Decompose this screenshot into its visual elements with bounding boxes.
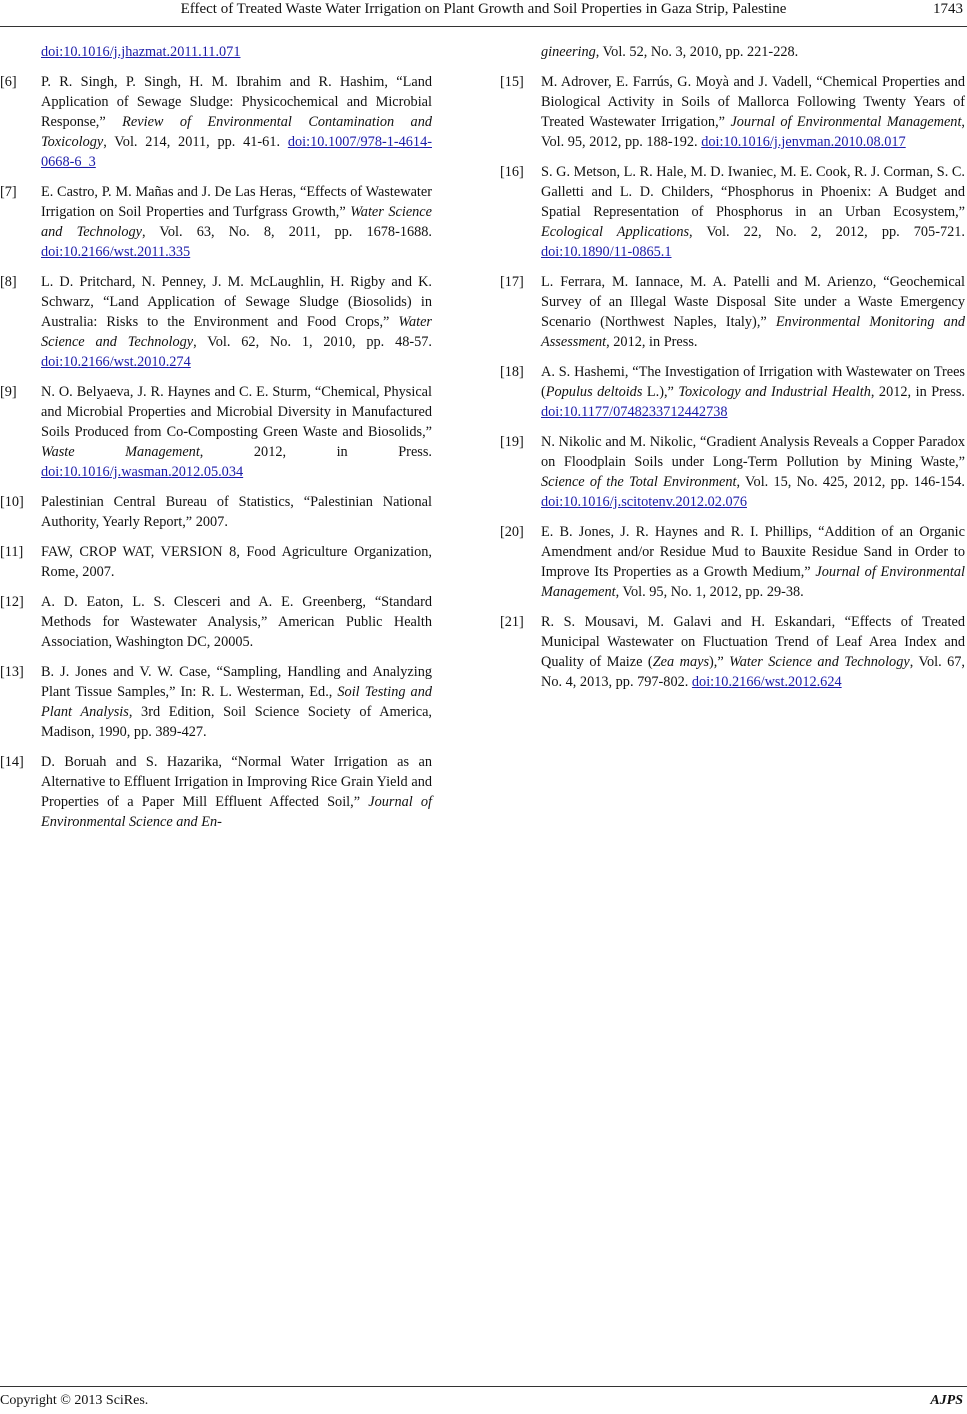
reference-authors-title: A. S. Hashemi, “The Investigation of Irrigation with Wastewater on Trees ( xyxy=(541,364,965,400)
reference-number: [13] xyxy=(0,664,24,680)
reference-venue: Journal of Environmental Science and En- xyxy=(41,794,432,830)
reference-text xyxy=(541,522,965,602)
doi-link[interactable]: doi:10.2166/wst.2012.624 xyxy=(691,674,842,690)
reference-text xyxy=(541,432,965,512)
reference-text xyxy=(541,272,965,352)
reference-venue: Journal of Environmental Management xyxy=(541,564,966,600)
reference-number: [15] xyxy=(500,74,524,90)
reference-details: , Vol. 15, No. 425, 2012, pp. 146-154. xyxy=(736,474,965,490)
reference-number: [8] xyxy=(0,274,17,290)
doi-link[interactable]: doi:10.1890/11-0865.1 xyxy=(541,244,672,260)
reference-venue: Water Science and Technology xyxy=(41,314,432,350)
reference-details: , 2012, in Press. xyxy=(870,384,965,400)
reference-authors-title: S. G. Metson, L. R. Hale, M. D. Iwaniec, M. E. Cook, R. J. Corman, S. C. Galletti and L. D. Childers, “Phosphorus in Phoenix: A Budget and Spatial Representation of Phosphorus in an Urban Ecosystem,” xyxy=(541,164,965,220)
running-header xyxy=(0,0,967,27)
reference-number: [16] xyxy=(500,164,524,180)
reference-item xyxy=(0,752,432,832)
reference-authors-title: N. O. Belyaeva, J. R. Haynes and C. E. Sturm, “Chemical, Physical and Microbial Properties and Microbial Diversity in Manufactured Soils Produced from Co-Composting Green Waste and Biosolids,” xyxy=(41,384,432,440)
continuation-doi-line xyxy=(0,42,432,62)
doi-link[interactable]: doi:10.1016/j.wasman.2012.05.034 xyxy=(41,464,244,480)
reference-authors-title: L. Ferrara, M. Iannace, M. A. Patelli and M. Arienzo, “Geochemical Survey of an Illegal Waste Disposal Site under a Waste Emergency Scenario (Northwest Naples, Italy),” xyxy=(541,274,965,330)
reference-item xyxy=(0,492,432,532)
running-title: Effect of Treated Waste Water Irrigation on Plant Growth and Soil Properties in Gaza Strip, Palestine xyxy=(180,1,787,17)
reference-venue: Ecological Applications xyxy=(541,224,690,240)
reference-number: [6] xyxy=(0,74,17,90)
reference-number: [11] xyxy=(0,544,24,560)
reference-authors-title: E. B. Jones, J. R. Haynes and R. I. Phillips, “Addition of an Organic Amendment and/or Residue Mud to Bauxite Residue Sand in Order to Improve Its Properties as a Growth Medium,” xyxy=(541,524,965,580)
reference-details: , Vol. 95, 2012, pp. 188-192. xyxy=(541,114,965,150)
reference-number: [9] xyxy=(0,384,17,400)
reference-text xyxy=(41,492,432,532)
reference-item xyxy=(0,592,432,652)
reference-authors-title: D. Boruah and S. Hazarika, “Normal Water Irrigation as an Alternative to Effluent Irrigation in Improving Rice Grain Yield and Properties of a Paper Mill Effluent Affected Soil,” xyxy=(41,754,432,810)
reference-authors-title: E. Castro, P. M. Mañas and J. De Las Heras, “Effects of Wastewater Irrigation on Soil Properties and Turfgrass Growth,” xyxy=(41,184,432,220)
reference-authors-title: P. R. Singh, P. Singh, H. M. Ibrahim and R. Hashim, “Land Application of Sewage Sludge: Physicochemical and Microbial Response,” xyxy=(41,74,432,130)
reference-venue: Review of Environmental Contamination and Toxicology xyxy=(41,114,433,150)
reference-venue: Zea mays xyxy=(652,654,710,670)
reference-item xyxy=(500,272,965,352)
reference-item xyxy=(500,162,965,262)
reference-details: ),” xyxy=(709,654,730,670)
journal-abbrev: AJPS xyxy=(930,1393,963,1408)
reference-item xyxy=(0,72,432,172)
reference-item xyxy=(0,542,432,582)
reference-authors-title: Palestinian Central Bureau of Statistics, “Palestinian National Authority, Yearly Report,” 2007. xyxy=(41,494,432,530)
copyright-notice: Copyright © 2013 SciRes. xyxy=(0,1393,149,1408)
reference-number: [21] xyxy=(500,614,524,630)
doi-link[interactable]: doi:10.2166/wst.2011.335 xyxy=(41,244,191,260)
reference-text xyxy=(541,612,965,692)
reference-number: [17] xyxy=(500,274,524,290)
reference-item xyxy=(500,432,965,512)
reference-number: [18] xyxy=(500,364,524,380)
reference-details: , Vol. 214, 2011, pp. 41-61. xyxy=(103,134,288,150)
reference-text xyxy=(41,182,432,262)
reference-details: L.),” xyxy=(642,384,679,400)
right-reference-list xyxy=(500,72,965,692)
reference-venue: Environmental Monitoring and Assessment xyxy=(541,314,966,350)
reference-details: , Vol. 52, No. 3, 2010, pp. 221-228. xyxy=(595,44,799,60)
reference-venue: Water Science and Technology xyxy=(41,204,432,240)
page-number: 1743 xyxy=(933,1,963,17)
page-footer xyxy=(0,1386,967,1413)
reference-item xyxy=(500,612,965,692)
reference-venue: Populus deltoids xyxy=(545,384,643,400)
reference-details: , Vol. 63, No. 8, 2011, pp. 1678-1688. xyxy=(141,224,432,240)
reference-item xyxy=(0,382,432,482)
reference-venue: Water Science and Technology xyxy=(729,654,910,670)
reference-details: , 2012, in Press. xyxy=(199,444,432,460)
doi-link[interactable]: doi:10.1177/0748233712442738 xyxy=(541,404,728,420)
reference-text xyxy=(541,362,965,422)
reference-text xyxy=(41,272,432,372)
reference-item xyxy=(500,522,965,602)
reference-item xyxy=(0,272,432,372)
reference-details: , 3rd Edition, Soil Science Society of America, Madison, 1990, pp. 389-427. xyxy=(41,704,432,740)
reference-authors-title: B. J. Jones and V. W. Case, “Sampling, Handling and Analyzing Plant Tissue Samples,” In: R. L. Westerman, Ed., xyxy=(41,664,432,700)
reference-text xyxy=(541,162,965,262)
doi-link[interactable]: doi:10.1016/j.scitotenv.2012.02.076 xyxy=(541,494,747,510)
reference-venue: Soil Testing and Plant Analysis xyxy=(41,684,433,720)
reference-text xyxy=(541,72,965,152)
left-column xyxy=(0,42,432,842)
continuation-line xyxy=(500,42,965,62)
reference-authors-title: N. Nikolic and M. Nikolic, “Gradient Analysis Reveals a Copper Paradox on Floodplain Soils under Long-Term Pollution by Mining Waste,” xyxy=(541,434,965,470)
reference-text xyxy=(41,662,432,742)
reference-venue: Waste Management xyxy=(41,444,200,460)
reference-number: [12] xyxy=(0,594,24,610)
doi-link[interactable]: doi:10.2166/wst.2010.274 xyxy=(41,354,191,370)
reference-item xyxy=(500,72,965,152)
reference-item xyxy=(0,662,432,742)
reference-text xyxy=(41,542,432,582)
reference-number: [20] xyxy=(500,524,524,540)
reference-number: [14] xyxy=(0,754,24,770)
reference-venue: Science of the Total Environment xyxy=(541,474,737,490)
reference-item xyxy=(0,182,432,262)
reference-authors-title: L. D. Pritchard, N. Penney, J. M. McLaughlin, H. Rigby and K. Schwarz, “Land Application of Sewage Sludge (Biosolids) in Australia: Risks to the Environment and Food Crops,” xyxy=(41,274,432,330)
reference-authors-title: R. S. Mousavi, M. Galavi and H. Eskandari, “Effects of Treated Municipal Wastewater on Fluctuation Trend of Leaf Area Index and Quality of Maize ( xyxy=(541,614,965,670)
right-column xyxy=(500,42,965,702)
left-reference-list xyxy=(0,72,432,832)
reference-text xyxy=(41,752,432,832)
reference-number: [7] xyxy=(0,184,17,200)
reference-text xyxy=(41,592,432,652)
reference-details: , 2012, in Press. xyxy=(606,334,698,350)
doi-link[interactable]: doi:10.1007/978-1-4614-0668-6_3 xyxy=(41,134,432,170)
reference-details: , Vol. 22, No. 2, 2012, pp. 705-721. xyxy=(689,224,965,240)
doi-link[interactable]: doi:10.1016/j.jhazmat.2011.11.071 xyxy=(41,44,241,60)
reference-number: [19] xyxy=(500,434,524,450)
reference-venue: Journal of Environmental Management xyxy=(730,114,962,130)
doi-link[interactable]: doi:10.1016/j.jenvman.2010.08.017 xyxy=(701,134,906,150)
reference-venue: Toxicology and Industrial Health xyxy=(678,384,871,400)
reference-details: , Vol. 67, No. 4, 2013, pp. 797-802. xyxy=(541,654,966,690)
reference-item xyxy=(500,362,965,422)
reference-venue: gineering xyxy=(541,44,596,60)
reference-text xyxy=(41,72,432,172)
reference-authors-title: M. Adrover, E. Farrús, G. Moyà and J. Vadell, “Chemical Properties and Biological Activity in Soils of Mallorca Following Twenty Years of Treated Wastewater Irrigation,” xyxy=(541,74,965,130)
reference-text xyxy=(41,382,432,482)
reference-details: , Vol. 95, No. 1, 2012, pp. 29-38. xyxy=(615,584,804,600)
reference-number: [10] xyxy=(0,494,24,510)
reference-authors-title: FAW, CROP WAT, VERSION 8, Food Agriculture Organization, Rome, 2007. xyxy=(41,544,432,580)
reference-authors-title: A. D. Eaton, L. S. Clesceri and A. E. Greenberg, “Standard Methods for Wastewater Analysis,” American Public Health Association, Washington DC, 20005. xyxy=(41,594,432,650)
reference-details: , Vol. 62, No. 1, 2010, pp. 48-57. xyxy=(193,334,432,350)
